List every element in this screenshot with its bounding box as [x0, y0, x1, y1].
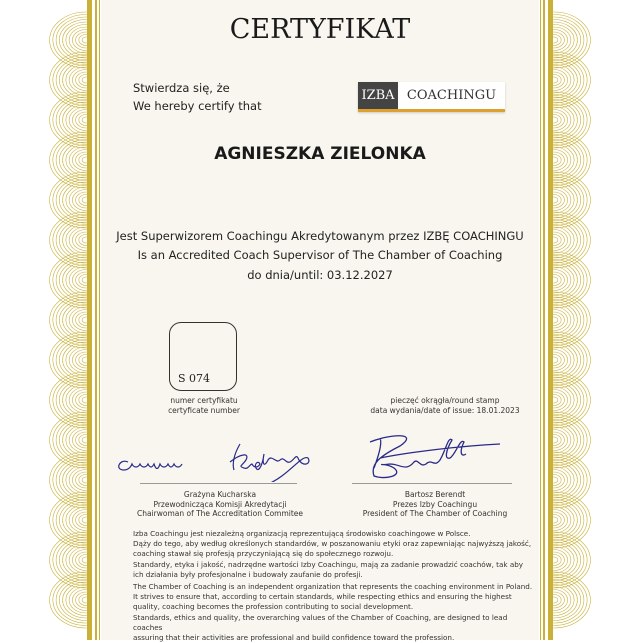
stamp-label: pieczęć okrągła/round stamp	[390, 396, 500, 405]
signatory-1-role-pl: Przewodnicząca Komisji Akredytacji	[153, 500, 287, 509]
intro-en: We hereby certify that	[133, 99, 262, 113]
statement-en: Is an Accredited Coach Supervisor of The Chamber of Coaching	[137, 248, 503, 262]
guilloche-arc	[69, 27, 103, 53]
valid-until: do dnia/until: 03.12.2027	[247, 268, 393, 282]
guilloche-arc	[69, 67, 103, 93]
guilloche-arc	[537, 307, 571, 333]
cert-number-label-pl: numer certyfikatu	[170, 396, 238, 405]
about-pl-line: Dąży do tego, aby według określonych standardów, w poszanowaniu etyki oraz zapewniając najwyższą jakość,	[133, 539, 532, 549]
about-en-line: Standards, ethics and quality, the overarching values of the Chamber of Coaching, are designed to lead coaches	[133, 612, 508, 632]
signature-kucharska	[110, 430, 340, 482]
cert-number-label-en: certyficate number	[168, 406, 240, 415]
about-pl-line: Izba Coachingu jest niezależną organizacją reprezentującą środowisko coachingowe w Polsce.	[133, 529, 471, 538]
signatory-2-role-en: President of The Chamber of Coaching	[362, 509, 508, 518]
guilloche-arc	[534, 305, 574, 336]
guilloche-arc	[537, 107, 571, 133]
guilloche-arc	[69, 107, 103, 133]
guilloche-arc	[534, 65, 574, 96]
guilloche-arc	[537, 587, 571, 613]
certificate-title: CERTYFIKAT	[229, 14, 411, 45]
guilloche-arc	[534, 505, 574, 536]
signature-line-left	[140, 483, 297, 484]
guilloche-arc	[537, 467, 571, 493]
about-en-line: quality, coaching becomes the profession contributing to social development.	[133, 602, 414, 612]
guilloche-arc	[69, 387, 103, 413]
guilloche-arc	[69, 227, 103, 253]
about-pl-line: coaching stawał się profesją przyczyniającą się do społecznego rozwoju.	[133, 549, 394, 559]
about-pl-line: ich działania były profesjonalne i budowały zaufanie do profesji.	[133, 569, 363, 579]
guilloche-arc	[534, 105, 574, 136]
signature-line-right	[352, 483, 512, 484]
guilloche-arc	[537, 547, 571, 573]
guilloche-arc	[534, 265, 574, 296]
guilloche-arc	[534, 185, 574, 216]
signatory-1-role-en: Chairwoman of The Accreditation Commitee	[136, 509, 304, 518]
signatory-1-name: Grażyna Kucharska	[183, 490, 257, 499]
statement-pl: Jest Superwizorem Coachingu Akredytowanym przez IZBĘ COACHINGU	[116, 229, 524, 243]
guilloche-arc	[537, 507, 571, 533]
guilloche-arc	[69, 187, 103, 213]
guilloche-arc	[534, 585, 574, 616]
about-en-line: The Chamber of Coaching is an independent organization that represents the coaching environment in Poland.	[133, 582, 533, 591]
guilloche-arc	[69, 547, 103, 573]
guilloche-arc	[534, 145, 574, 176]
logo-left: IZBA	[358, 82, 398, 109]
guilloche-arc	[537, 147, 571, 173]
logo-right: COACHINGU	[398, 82, 505, 109]
guilloche-arc	[69, 587, 103, 613]
issue-date: data wydania/date of issue: 18.01.2023	[370, 406, 520, 415]
about-en-line: assuring that their activities are professional and build confidence toward the profession.	[133, 633, 455, 643]
about-pl-line: Standardy, etyka i jakość, nadrzędne wartości Izby Coachingu, mają za zadanie prowadzić coachów, tak aby	[133, 559, 524, 569]
about-pl	[133, 529, 533, 580]
guilloche-arc	[69, 307, 103, 333]
guilloche-arc	[534, 25, 574, 56]
guilloche-arc	[534, 425, 574, 456]
guilloche-arc	[69, 467, 103, 493]
guilloche-arc	[537, 67, 571, 93]
guilloche-arc	[537, 267, 571, 293]
guilloche-arc	[534, 345, 574, 376]
signatory-2-role-pl: Prezes Izby Coachingu	[392, 500, 478, 509]
izba-coachingu-logo	[358, 82, 505, 112]
guilloche-arc	[69, 147, 103, 173]
guilloche-arc	[69, 507, 103, 533]
guilloche-arc	[537, 27, 571, 53]
guilloche-arc	[69, 347, 103, 373]
guilloche-arc	[537, 427, 571, 453]
certificate-number: S 074	[178, 372, 211, 385]
guilloche-arc	[534, 465, 574, 496]
intro-pl: Stwierdza się, że	[133, 81, 230, 95]
about-en	[133, 582, 533, 643]
about-en-line: It strives to ensure that, according to certain standards, while respecting ethics and ensuring the highest	[133, 592, 512, 602]
guilloche-arc	[534, 225, 574, 256]
guilloche-arc	[537, 187, 571, 213]
guilloche-arc	[537, 227, 571, 253]
recipient-name: AGNIESZKA ZIELONKA	[214, 144, 426, 164]
signature-berendt	[360, 428, 520, 480]
guilloche-arc	[69, 427, 103, 453]
guilloche-arc	[537, 347, 571, 373]
signatory-2-name: Bartosz Berendt	[404, 490, 466, 499]
guilloche-arc	[534, 545, 574, 576]
guilloche-arc	[69, 267, 103, 293]
